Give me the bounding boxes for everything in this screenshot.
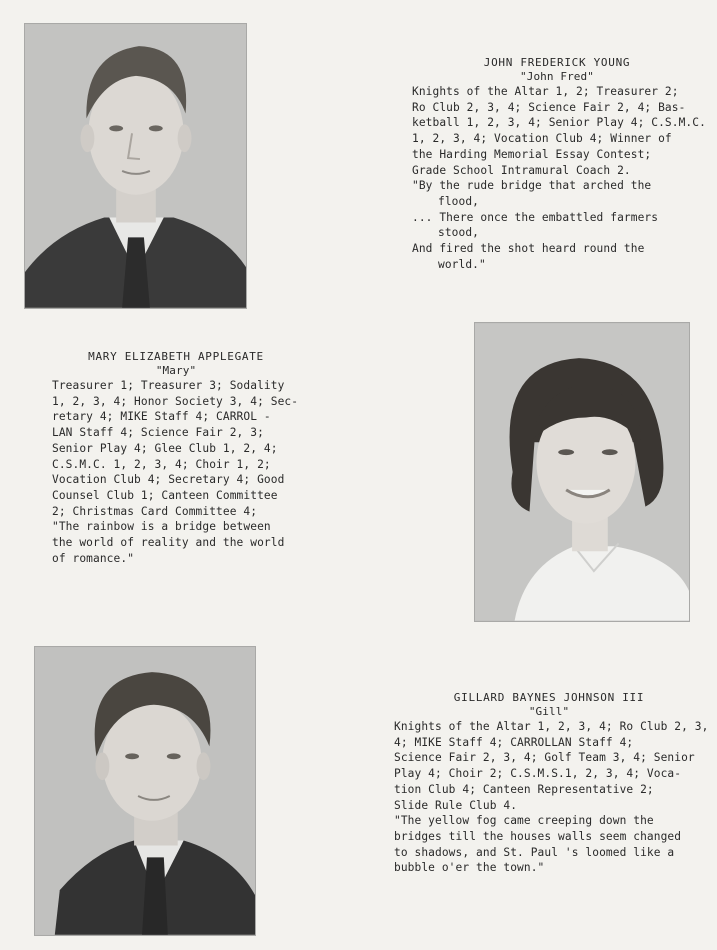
activity-line: 1, 2, 3, 4; Honor Society 3, 4; Sec- — [52, 394, 299, 408]
activity-line: Vocation Club 4; Secretary 4; Good — [52, 473, 285, 487]
student-name: JOHN FREDERICK YOUNG — [483, 56, 631, 69]
quote-line: flood, — [438, 194, 480, 208]
activity-line: Grade School Intramural Coach 2. — [412, 163, 631, 177]
activity-line: ketball 1, 2, 3, 4; Senior Play 4; C.S.M.C. — [412, 116, 706, 130]
student-quote — [52, 519, 300, 566]
portrait-gillard-johnson-illustration — [35, 647, 255, 935]
quote-line: "By the rude bridge that arched the — [412, 179, 652, 193]
student-activities — [394, 719, 709, 813]
activity-line: 2; Christmas Card Committee 4; — [52, 504, 258, 518]
activity-line: Treasurer 1; Treasurer 3; Sodality — [52, 379, 285, 392]
quote-line: world." — [438, 257, 486, 271]
activity-line: Knights of the Altar 1, 2; Treasurer 2; — [412, 85, 679, 98]
quote-line: bridges till the houses walls seem changed — [394, 829, 682, 843]
activity-line: Ro Club 2, 3, 4; Science Fair 2, 4; Bas- — [412, 100, 686, 114]
portrait-photo-gillard-johnson — [34, 646, 256, 936]
activity-line: retary 4; MIKE Staff 4; CARROL - — [52, 410, 271, 424]
student-activities — [412, 84, 706, 178]
quote-line: "The rainbow is a bridge between — [52, 520, 271, 534]
quote-line: to shadows, and St. Paul 's loomed like a — [394, 845, 675, 859]
activity-line: Knights of the Altar 1, 2, 3, 4; Ro Club 2, 3, — [394, 720, 709, 733]
quote-line: stood, — [438, 226, 480, 240]
student-entry-mary-applegate — [52, 349, 300, 566]
portrait-photo-mary-applegate — [474, 322, 690, 622]
student-quote — [412, 178, 702, 272]
student-name: MARY ELIZABETH APPLEGATE — [88, 350, 264, 363]
quote-line: bubble o'er the town." — [394, 861, 545, 875]
quote-line: "The yellow fog came creeping down the — [394, 814, 654, 828]
quote-line: And fired the shot heard round the — [412, 242, 645, 256]
activity-line: tion Club 4; Canteen Representative 2; — [394, 782, 654, 796]
student-nickname: "Gill" — [528, 705, 570, 718]
activity-line: Senior Play 4; Glee Club 1, 2, 4; — [52, 441, 278, 455]
portrait-mary-applegate-illustration — [475, 323, 689, 621]
student-activities — [52, 378, 300, 519]
student-nickname: "John Fred" — [520, 70, 594, 83]
activity-line: Counsel Club 1; Canteen Committee — [52, 488, 278, 502]
student-entry-gillard-johnson — [394, 690, 709, 876]
quote-line: of romance." — [52, 551, 135, 565]
activity-line: LAN Staff 4; Science Fair 2, 3; — [52, 426, 264, 440]
activity-line: 4; MIKE Staff 4; CARROLLAN Staff 4; — [394, 735, 634, 749]
quote-line: the world of reality and the world — [52, 536, 285, 550]
student-name: GILLARD BAYNES JOHNSON III — [453, 691, 645, 704]
activity-line: Slide Rule Club 4. — [394, 798, 518, 812]
activity-line: C.S.M.C. 1, 2, 3, 4; Choir 1, 2; — [52, 457, 271, 471]
portrait-john-young-illustration — [25, 24, 246, 308]
activity-line: Play 4; Choir 2; C.S.M.S.1, 2, 3, 4; Voca- — [394, 767, 682, 781]
portrait-photo-john-young — [24, 23, 247, 309]
activity-line: 1, 2, 3, 4; Vocation Club 4; Winner of — [412, 132, 672, 146]
activity-line: Science Fair 2, 3, 4; Golf Team 3, 4; Senior — [394, 751, 695, 765]
quote-line: ... There once the embattled farmers — [412, 210, 659, 224]
student-quote — [394, 813, 704, 876]
student-entry-john-young — [412, 55, 706, 272]
student-nickname: "Mary" — [155, 364, 197, 377]
activity-line: the Harding Memorial Essay Contest; — [412, 147, 652, 161]
